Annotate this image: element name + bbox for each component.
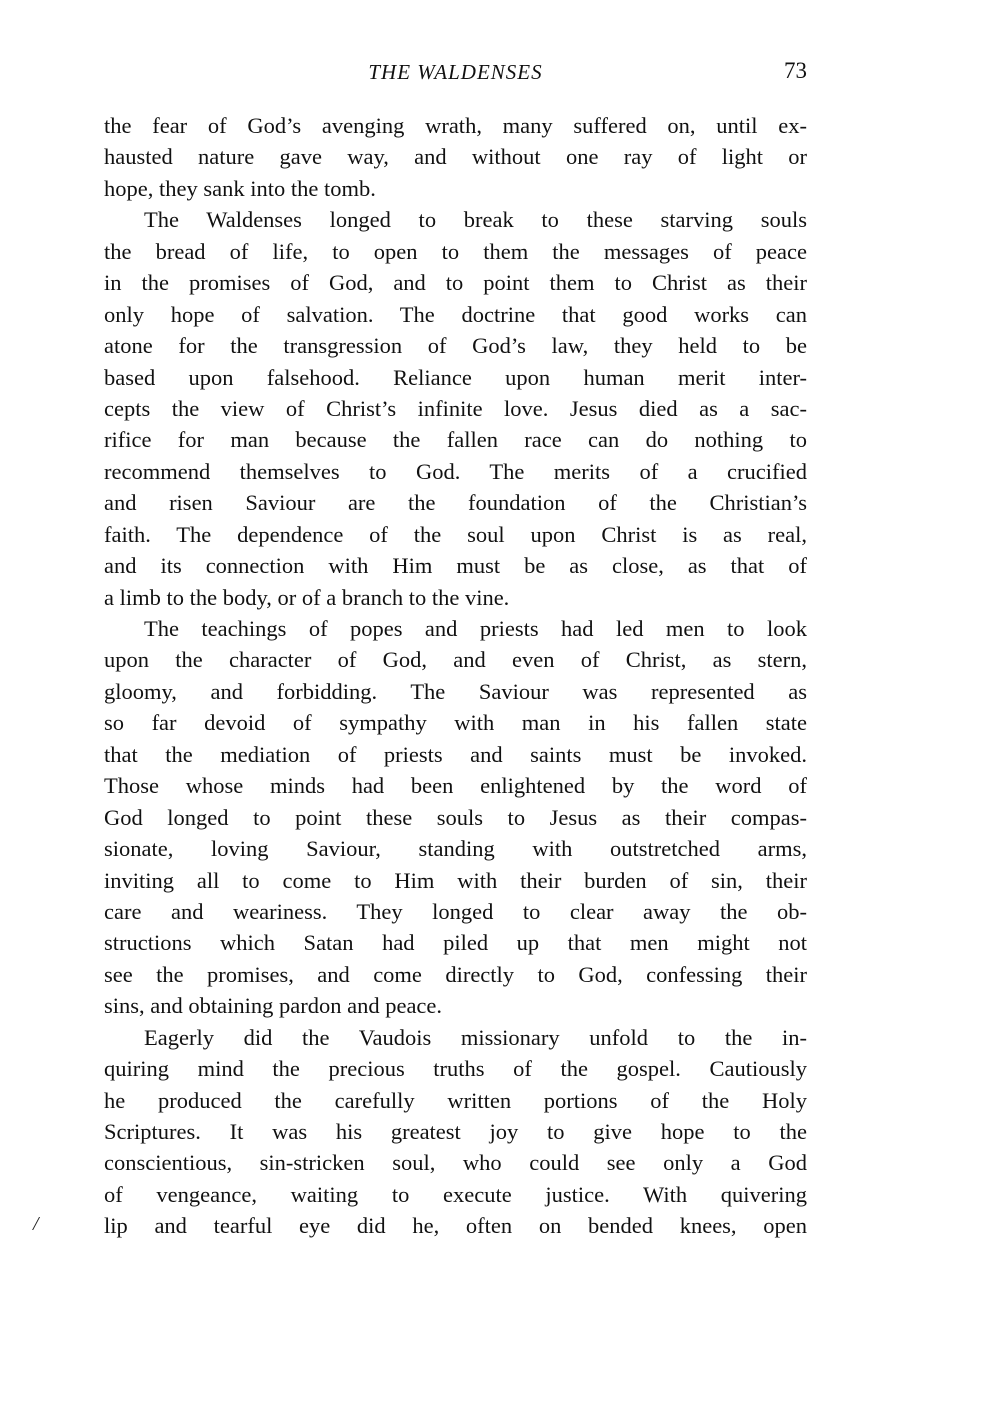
text-line: he produced the carefully written portions of the Holy bbox=[104, 1087, 807, 1113]
paragraph-start-line: Eagerly did the Vaudois missionary unfold to the in- bbox=[144, 1024, 807, 1050]
text-line: the bread of life, to open to them the messages of peace bbox=[104, 238, 807, 264]
text-line: Scriptures. It was his greatest joy to give hope to the bbox=[104, 1119, 807, 1144]
text-line: the fear of God’s avenging wrath, many suffered on, until ex- bbox=[104, 113, 807, 138]
text-line: atone for the transgression of God’s law, they held to be bbox=[104, 333, 807, 359]
text-line: of vengeance, waiting to execute justice. With quivering bbox=[104, 1181, 807, 1207]
text-line: conscientious, sin-stricken soul, who could see only a God bbox=[104, 1150, 807, 1176]
text-line: so far devoid of sympathy with man in his fallen state bbox=[104, 710, 807, 736]
text-line: that the mediation of priests and saints must be invoked. bbox=[104, 741, 807, 767]
text-line: gloomy, and forbidding. The Saviour was represented as bbox=[104, 678, 807, 704]
text-line: sins, and obtaining pardon and peace. bbox=[104, 993, 443, 1019]
text-line: in the promises of God, and to point them to Christ as their bbox=[104, 270, 807, 296]
running-head bbox=[104, 58, 807, 88]
body-text bbox=[104, 110, 807, 1242]
text-line: a limb to the body, or of a branch to the vine. bbox=[104, 584, 510, 610]
text-line: cepts the view of Christ’s infinite love. Jesus died as a sac- bbox=[104, 395, 807, 421]
text-line: based upon falsehood. Reliance upon human merit inter- bbox=[104, 364, 807, 390]
text-line: recommend themselves to God. The merits of a crucified bbox=[104, 458, 807, 484]
text-line: care and weariness. They longed to clear away the ob- bbox=[104, 898, 807, 924]
text-line: see the promises, and come directly to God, confessing their bbox=[104, 961, 807, 987]
text-line: rifice for man because the fallen race can do nothing to bbox=[104, 427, 807, 453]
page-number: 73 bbox=[784, 58, 807, 83]
text-line: sionate, loving Saviour, standing with outstretched arms, bbox=[104, 836, 807, 862]
text-line: lip and tearful eye did he, often on bended knees, open bbox=[104, 1213, 807, 1239]
paragraph-start-line: The teachings of popes and priests had led men to look bbox=[144, 616, 807, 641]
text-line: structions which Satan had piled up that men might not bbox=[104, 930, 807, 956]
text-line: and its connection with Him must be as close, as that of bbox=[104, 553, 807, 579]
text-line: quiring mind the precious truths of the gospel. Cautiously bbox=[104, 1056, 807, 1082]
text-line: inviting all to come to Him with their burden of sin, their bbox=[104, 867, 807, 893]
text-line: and risen Saviour are the foundation of the Christian’s bbox=[104, 490, 807, 516]
text-line: upon the character of God, and even of Christ, as stern, bbox=[104, 647, 807, 673]
text-line: hausted nature gave way, and without one ray of light or bbox=[104, 144, 807, 170]
running-title: THE WALDENSES bbox=[368, 60, 543, 84]
text-line: God longed to point these souls to Jesus as their compas- bbox=[104, 804, 807, 830]
text-line: hope, they sank into the tomb. bbox=[104, 175, 376, 201]
margin-mark: / bbox=[33, 1213, 39, 1235]
text-line: Those whose minds had been enlightened by the word of bbox=[104, 773, 807, 799]
text-line: only hope of salvation. The doctrine that good works can bbox=[104, 301, 807, 327]
paragraph-start-line: The Waldenses longed to break to these starving souls bbox=[144, 207, 807, 233]
text-line: faith. The dependence of the soul upon Christ is as real, bbox=[104, 521, 807, 547]
